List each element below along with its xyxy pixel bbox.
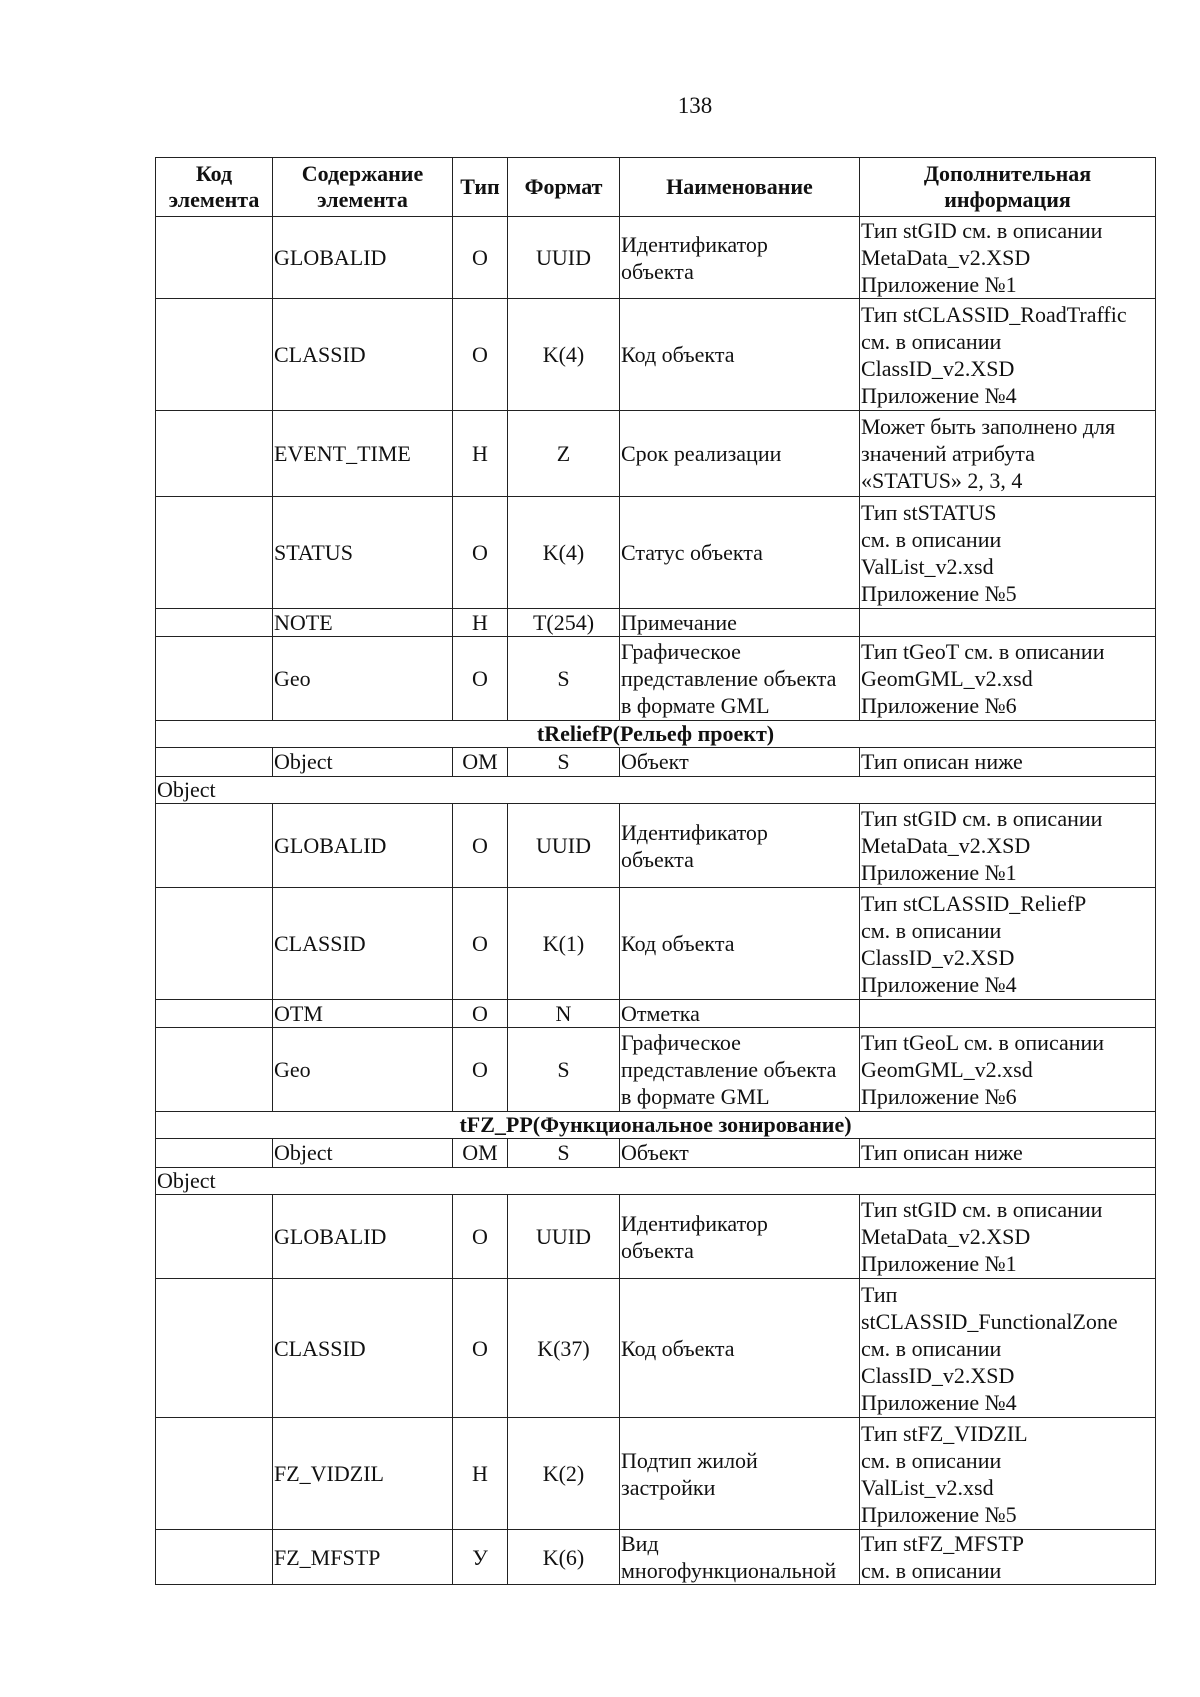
cell-name: Графическое представление объекта в формате GML [620, 1028, 860, 1112]
cell-info: Тип stCLASSID_FunctionalZone см. в описании ClassID_v2.XSD Приложение №4 [860, 1279, 1156, 1418]
table-row [156, 804, 1156, 888]
cell-format: S [508, 1139, 620, 1168]
cell-content: CLASSID [273, 299, 453, 411]
header-format: Формат [508, 158, 620, 217]
cell-code [156, 299, 273, 411]
cell-format: K(37) [508, 1279, 620, 1418]
cell-name: Идентификатор объекта [620, 804, 860, 888]
cell-code [156, 1279, 273, 1418]
cell-type: ОМ [453, 748, 508, 777]
cell-type: О [453, 299, 508, 411]
cell-code [156, 497, 273, 609]
table-row [156, 497, 1156, 609]
cell-format: S [508, 637, 620, 721]
table-row [156, 1530, 1156, 1585]
cell-info: Тип stGID см. в описании MetaData_v2.XSD Приложение №1 [860, 217, 1156, 299]
cell-type: О [453, 804, 508, 888]
cell-code [156, 1000, 273, 1028]
object-label-row [156, 777, 1156, 804]
cell-content: GLOBALID [273, 1195, 453, 1279]
header-content: Содержание элемента [273, 158, 453, 217]
table-row [156, 1418, 1156, 1530]
cell-name: Объект [620, 1139, 860, 1168]
cell-code [156, 748, 273, 777]
header-code: Код элемента [156, 158, 273, 217]
cell-name: Статус объекта [620, 497, 860, 609]
cell-name: Подтип жилой застройки [620, 1418, 860, 1530]
cell-code [156, 411, 273, 497]
table-row [156, 888, 1156, 1000]
cell-content: Object [273, 748, 453, 777]
object-row [156, 1139, 1156, 1168]
cell-type: О [453, 637, 508, 721]
table-row [156, 217, 1156, 299]
cell-name: Срок реализации [620, 411, 860, 497]
cell-content: Object [273, 1139, 453, 1168]
page-number: 138 [677, 93, 713, 118]
cell-info: Тип stCLASSID_RoadTraffic см. в описании ClassID_v2.XSD Приложение №4 [860, 299, 1156, 411]
cell-info: Может быть заполнено для значений атрибута «STATUS» 2, 3, 4 [860, 411, 1156, 497]
cell-code [156, 609, 273, 637]
cell-info: Тип stFZ_MFSTP см. в описании [860, 1530, 1156, 1585]
table-row [156, 1000, 1156, 1028]
cell-code [156, 1418, 273, 1530]
object-label: Object [156, 777, 1156, 804]
cell-info: Тип tGeoL см. в описании GeomGML_v2.xsd Приложение №6 [860, 1028, 1156, 1112]
cell-code [156, 217, 273, 299]
cell-content: CLASSID [273, 888, 453, 1000]
header-name: Наименование [620, 158, 860, 217]
cell-format: K(2) [508, 1418, 620, 1530]
cell-format: UUID [508, 217, 620, 299]
cell-name: Примечание [620, 609, 860, 637]
cell-type: ОМ [453, 1139, 508, 1168]
cell-format: K(1) [508, 888, 620, 1000]
cell-info: Тип tGeoT см. в описании GeomGML_v2.xsd Приложение №6 [860, 637, 1156, 721]
cell-type: О [453, 1279, 508, 1418]
cell-format: K(4) [508, 299, 620, 411]
section-title: tFZ_PP(Функциональное зонирование) [156, 1112, 1156, 1139]
table-row [156, 1028, 1156, 1112]
cell-content: CLASSID [273, 1279, 453, 1418]
cell-name: Код объекта [620, 1279, 860, 1418]
cell-content: GLOBALID [273, 804, 453, 888]
cell-code [156, 1195, 273, 1279]
cell-code [156, 1139, 273, 1168]
cell-format: Z [508, 411, 620, 497]
object-label-row [156, 1168, 1156, 1195]
cell-content: Geo [273, 637, 453, 721]
cell-info: Тип stGID см. в описании MetaData_v2.XSD Приложение №1 [860, 1195, 1156, 1279]
cell-format: S [508, 748, 620, 777]
cell-format: UUID [508, 804, 620, 888]
cell-format: K(4) [508, 497, 620, 609]
cell-type: О [453, 888, 508, 1000]
cell-type: Н [453, 609, 508, 637]
section-header-row [156, 721, 1156, 748]
attribute-table [155, 157, 1156, 1585]
table-row [156, 1279, 1156, 1418]
cell-format: K(6) [508, 1530, 620, 1585]
cell-content: FZ_VIDZIL [273, 1418, 453, 1530]
cell-name: Код объекта [620, 888, 860, 1000]
cell-content: STATUS [273, 497, 453, 609]
table-row [156, 609, 1156, 637]
cell-info [860, 1000, 1156, 1028]
cell-content: OTM [273, 1000, 453, 1028]
object-row [156, 748, 1156, 777]
cell-info [860, 609, 1156, 637]
cell-info: Тип stCLASSID_ReliefP см. в описании ClassID_v2.XSD Приложение №4 [860, 888, 1156, 1000]
section-header-row [156, 1112, 1156, 1139]
cell-name: Вид многофункциональной [620, 1530, 860, 1585]
object-label: Object [156, 1168, 1156, 1195]
cell-format: T(254) [508, 609, 620, 637]
cell-info: Тип описан ниже [860, 1139, 1156, 1168]
table-header-row [156, 158, 1156, 217]
cell-code [156, 1530, 273, 1585]
header-info: Дополнительная информация [860, 158, 1156, 217]
cell-name: Графическое представление объекта в формате GML [620, 637, 860, 721]
cell-info: Тип stGID см. в описании MetaData_v2.XSD Приложение №1 [860, 804, 1156, 888]
cell-type: О [453, 497, 508, 609]
header-type: Тип [453, 158, 508, 217]
cell-name: Код объекта [620, 299, 860, 411]
cell-name: Идентификатор объекта [620, 1195, 860, 1279]
cell-code [156, 637, 273, 721]
cell-type: О [453, 217, 508, 299]
cell-type: О [453, 1028, 508, 1112]
cell-type: У [453, 1530, 508, 1585]
cell-type: О [453, 1195, 508, 1279]
table-row [156, 299, 1156, 411]
cell-code [156, 804, 273, 888]
table-row [156, 637, 1156, 721]
cell-name: Отметка [620, 1000, 860, 1028]
table-row [156, 411, 1156, 497]
cell-type: Н [453, 411, 508, 497]
section-title: tReliefP(Рельеф проект) [156, 721, 1156, 748]
cell-info: Тип stFZ_VIDZIL см. в описании ValList_v2.xsd Приложение №5 [860, 1418, 1156, 1530]
cell-type: О [453, 1000, 508, 1028]
cell-content: Geo [273, 1028, 453, 1112]
cell-format: S [508, 1028, 620, 1112]
cell-info: Тип описан ниже [860, 748, 1156, 777]
cell-content: EVENT_TIME [273, 411, 453, 497]
cell-format: UUID [508, 1195, 620, 1279]
cell-code [156, 1028, 273, 1112]
cell-content: FZ_MFSTP [273, 1530, 453, 1585]
cell-name: Объект [620, 748, 860, 777]
cell-content: GLOBALID [273, 217, 453, 299]
cell-info: Тип stSTATUS см. в описании ValList_v2.xsd Приложение №5 [860, 497, 1156, 609]
cell-name: Идентификатор объекта [620, 217, 860, 299]
table-row [156, 1195, 1156, 1279]
cell-code [156, 888, 273, 1000]
cell-type: Н [453, 1418, 508, 1530]
cell-format: N [508, 1000, 620, 1028]
cell-content: NOTE [273, 609, 453, 637]
